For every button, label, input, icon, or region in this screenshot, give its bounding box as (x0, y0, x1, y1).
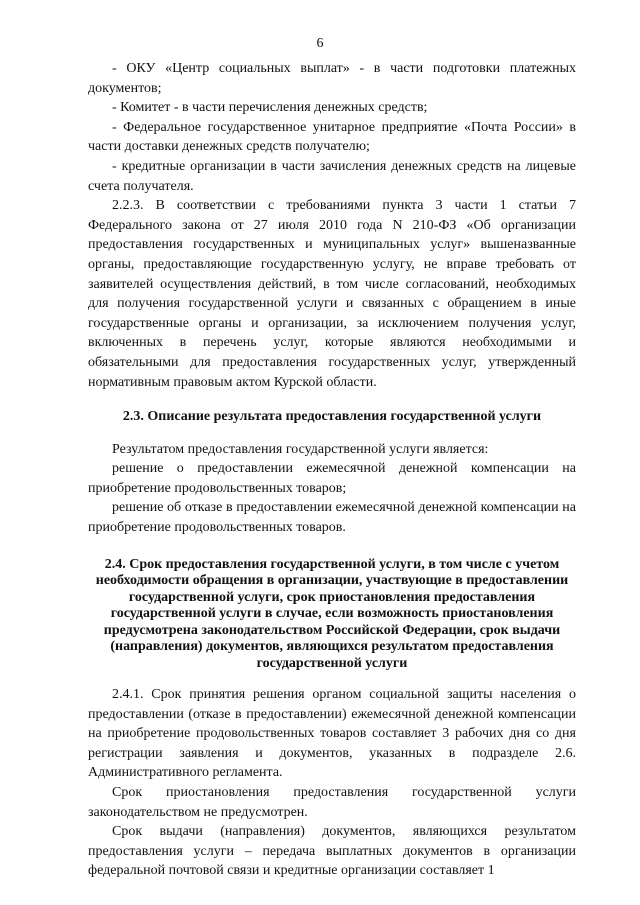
page-number: 6 (316, 36, 324, 51)
section-2-3-paragraph: Результатом предоставления государственной услуги является: (112, 441, 489, 457)
document-body (88, 59, 576, 881)
list-item-committee: - Комитет - в части перечисления денежных средств; (112, 100, 428, 116)
list-item-oku: - ОКУ «Центр социальных выплат» - в части подготовки платежных документов; (88, 61, 576, 96)
section-2-4-paragraph: Срок выдачи (направления) документов, являющихся результатом предоставления услуги – передача выплатных документов в организации федеральной почтовой связи и кредитные организации составляет 1 (88, 824, 576, 879)
section-2-4-paragraph: Срок приостановления предоставления государственной услуги законодательством не предусмотрен. (88, 785, 576, 820)
section-2-3-heading: 2.3. Описание результата предоставления государственной услуги (122, 409, 542, 425)
list-item-post: - Федеральное государственное унитарное предприятие «Почта России» в части доставки денежных средств получателю; (88, 119, 576, 155)
section-2-3-paragraph: решение о предоставлении ежемесячной денежной компенсации на приобретение продовольственных товаров; (88, 461, 576, 496)
clause-2-2-3: 2.2.3. В соответствии с требованиями пункта 3 части 1 статьи 7 Федерального закона от 27 июля 2010 года N 210-ФЗ «Об организации предоставления государственных и муниципальных услуг» вышеназванные органы, предоставляющие государственную услугу, не вправе требовать от заявителей осуществления действий, в том числе согласований, необходимых для получения государственной услуги и связанных с обращением в иные государственные органы и организации, за исключением получения услуг, включенных в перечень услуг, которые являются необходимыми и обязательными для предоставления государственных услуг, утвержденный нормативным правовым актом Курской области. (88, 198, 576, 390)
section-2-3-paragraph: решение об отказе в предоставлении ежемесячной денежной компенсации на приобретение продовольственных товаров. (88, 500, 576, 535)
section-2-4-heading: 2.4. Срок предоставления государственной услуги, в том числе с учетом необходимости обращения в организации, участвующие в предоставлении государственной услуги, срок приостановления предоставления государственной услуги в случае, если возможность приостановления предусмотрена законодательством Российской Федерации, срок выдачи (направления) документов, являющихся результатом предоставления государственной услуги (95, 556, 569, 671)
section-2-4-paragraph: 2.4.1. Срок принятия решения органом социальной защиты населения о предоставлении (отказе в предоставлении) ежемесячной денежной компенсации на приобретение продовольственных товаров составляет 3 рабочих дня со дня регистрации заявления и документов, указанных в подразделе 2.6. Административного регламента. (88, 687, 576, 781)
list-item-credit-orgs: - кредитные организации в части зачисления денежных средств на лицевые счета получателя. (88, 158, 576, 194)
